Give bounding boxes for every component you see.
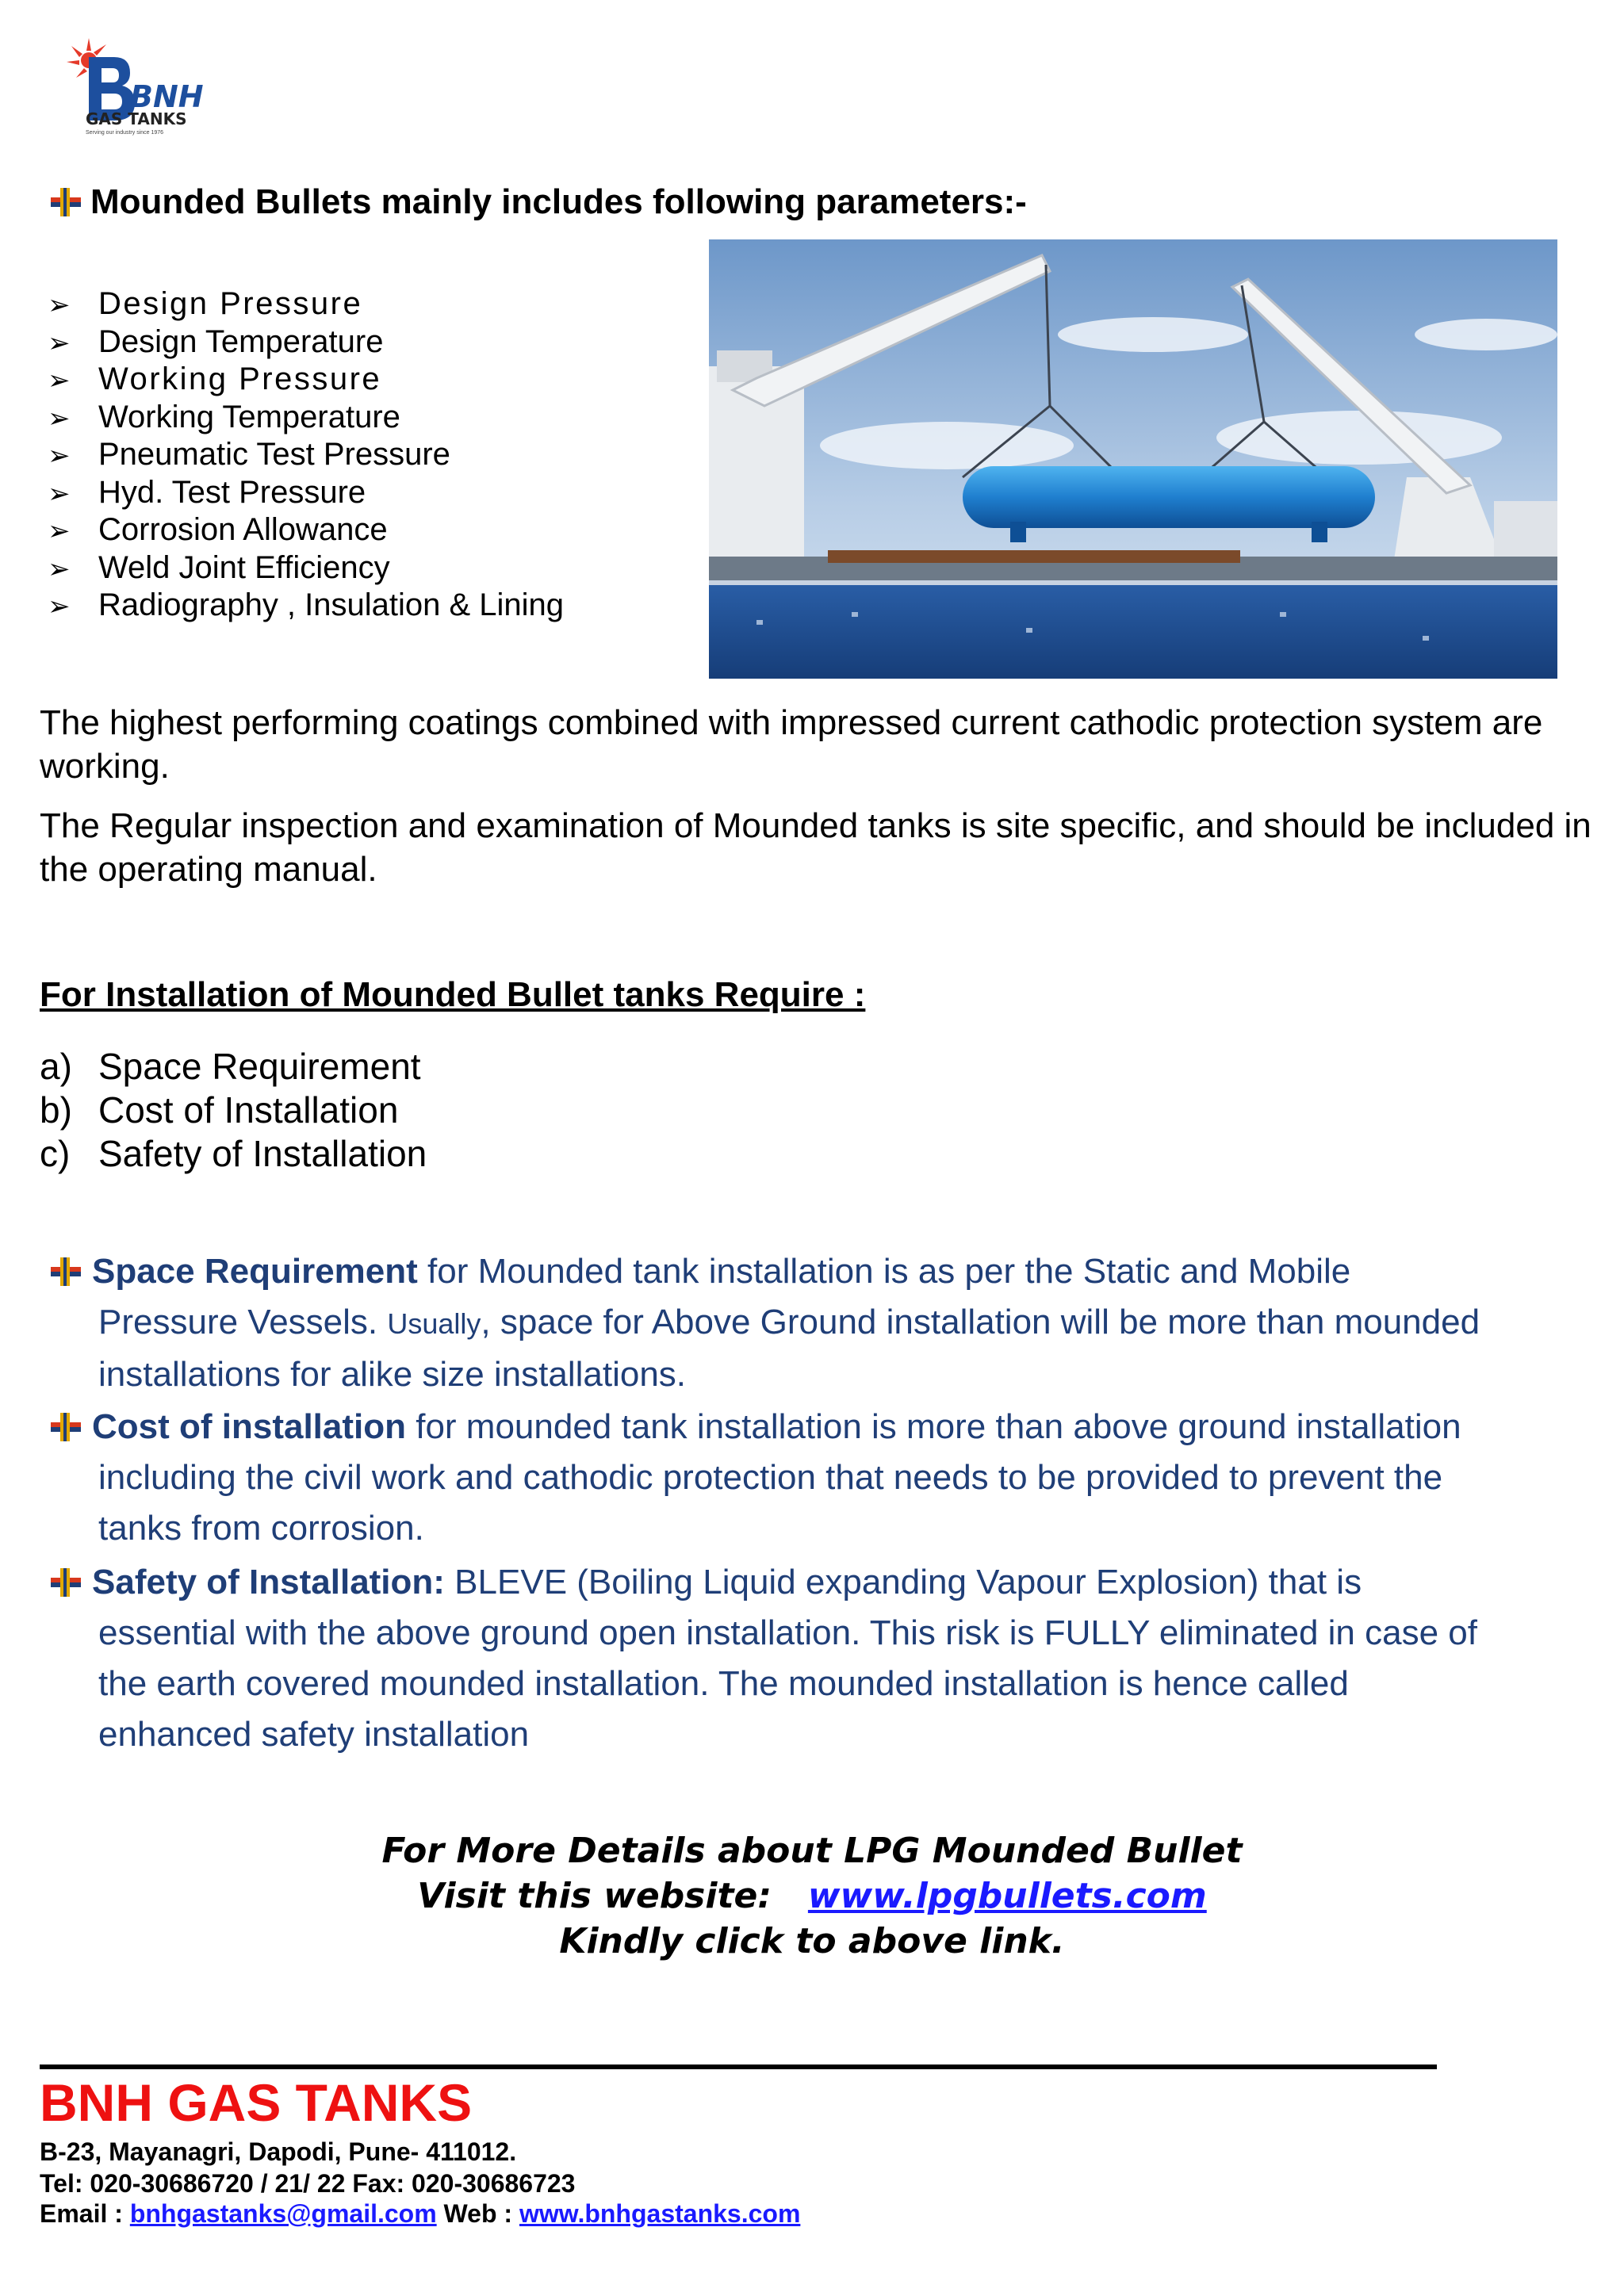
safety-installation-block: Safety of Installation: BLEVE (Boiling Liquid expanding Vapour Explosion) that is essential with the above ground open installation. This risk is FULLY eliminated in case of the earth covered mounded installation. The mounded installation is hence called enhanced safety installation [48, 1557, 1624, 1760]
company-logo [57, 29, 208, 147]
bullet-plus-icon [48, 1406, 84, 1438]
bullet-plus-icon [48, 1251, 84, 1283]
arrow-bullet-icon: ➢ [48, 440, 71, 472]
email-link[interactable]: bnhgastanks@gmail.com [129, 2199, 437, 2228]
space-requirement-block: Space Requirement for Mounded tank installation is as per the Static and Mobile Pressure Vessels. Usually, space for Above Ground installation will be more than mounded installations for alike size installations. [48, 1246, 1624, 1400]
list-item: ➢ Pneumatic Test Pressure [48, 436, 564, 474]
more-details-block [0, 1828, 1624, 1964]
footer-address: B-23, Mayanagri, Dapodi, Pune- 411012. [40, 2137, 517, 2166]
website-link[interactable]: www.bnhgastanks.com [519, 2199, 801, 2228]
list-item: c) Safety of Installation [40, 1133, 427, 1174]
crane-lift-illustration [709, 239, 1557, 679]
list-item: ➢ Hyd. Test Pressure [48, 474, 564, 512]
bullet-plus-icon [48, 1562, 84, 1594]
list-item: ➢ Working Pressure [48, 361, 564, 399]
list-item: a) Space Requirement [40, 1046, 421, 1087]
installation-heading: For Installation of Mounded Bullet tanks Require : [40, 975, 866, 1014]
parameters-heading-text: Mounded Bullets mainly includes following parameters:- [90, 182, 1027, 221]
list-item: ➢ Corrosion Allowance [48, 511, 564, 549]
list-item: ➢ Radiography , Insulation & Lining [48, 587, 564, 625]
list-item: b) Cost of Installation [40, 1089, 399, 1131]
arrow-bullet-icon: ➢ [48, 365, 71, 396]
more-details-line: For More Details about LPG Mounded Bullet [381, 1831, 1243, 1871]
footer-company-name: BNH GAS TANKS [40, 2073, 473, 2132]
parameters-heading [48, 182, 1027, 222]
footer-contact: Email : bnhgastanks@gmail.com Web : www.bnhgastanks.com [40, 2199, 801, 2228]
bullet-tank-photo [709, 239, 1557, 679]
logo-subtitle: GAS TANKS [86, 109, 187, 128]
cost-installation-block: Cost of installation for mounded tank installation is more than above ground installation including the civil work and cathodic protection that needs to be provided to prevent the tanks from corrosion. [48, 1402, 1624, 1554]
footer-phones: Tel: 020-30686720 / 21/ 22 Fax: 020-30686723 [40, 2169, 576, 2198]
arrow-bullet-icon: ➢ [48, 477, 71, 510]
list-item: ➢ Design Temperature [48, 323, 564, 362]
bullet-plus-icon [48, 186, 84, 218]
arrow-bullet-icon: ➢ [48, 402, 71, 434]
logo-tagline: Serving our industry since 1976 [86, 130, 164, 136]
visit-website-line: Visit this website: www.lpgbullets.com [417, 1876, 1207, 1916]
arrow-bullet-icon: ➢ [48, 515, 71, 547]
lpgbullets-link[interactable]: www.lpgbullets.com [807, 1876, 1207, 1916]
footer-divider [40, 2064, 1437, 2069]
click-link-line: Kindly click to above link. [559, 1921, 1065, 1961]
paragraph-inspection: The Regular inspection and examination of Mounded tanks is site specific, and should be included in the operating manual. [40, 806, 1591, 889]
arrow-bullet-icon: ➢ [48, 553, 71, 585]
list-item: ➢ Design Pressure [48, 285, 564, 323]
paragraph-coatings: The highest performing coatings combined with impressed current cathodic protection system are working. [40, 703, 1543, 786]
logo-brand: BNH [130, 79, 204, 114]
parameters-list [48, 285, 564, 625]
list-item: ➢ Weld Joint Efficiency [48, 549, 564, 587]
arrow-bullet-icon: ➢ [48, 289, 71, 321]
arrow-bullet-icon: ➢ [48, 327, 71, 359]
requirements-list [40, 1045, 427, 1176]
list-item: ➢ Working Temperature [48, 399, 564, 437]
arrow-bullet-icon: ➢ [48, 591, 71, 622]
